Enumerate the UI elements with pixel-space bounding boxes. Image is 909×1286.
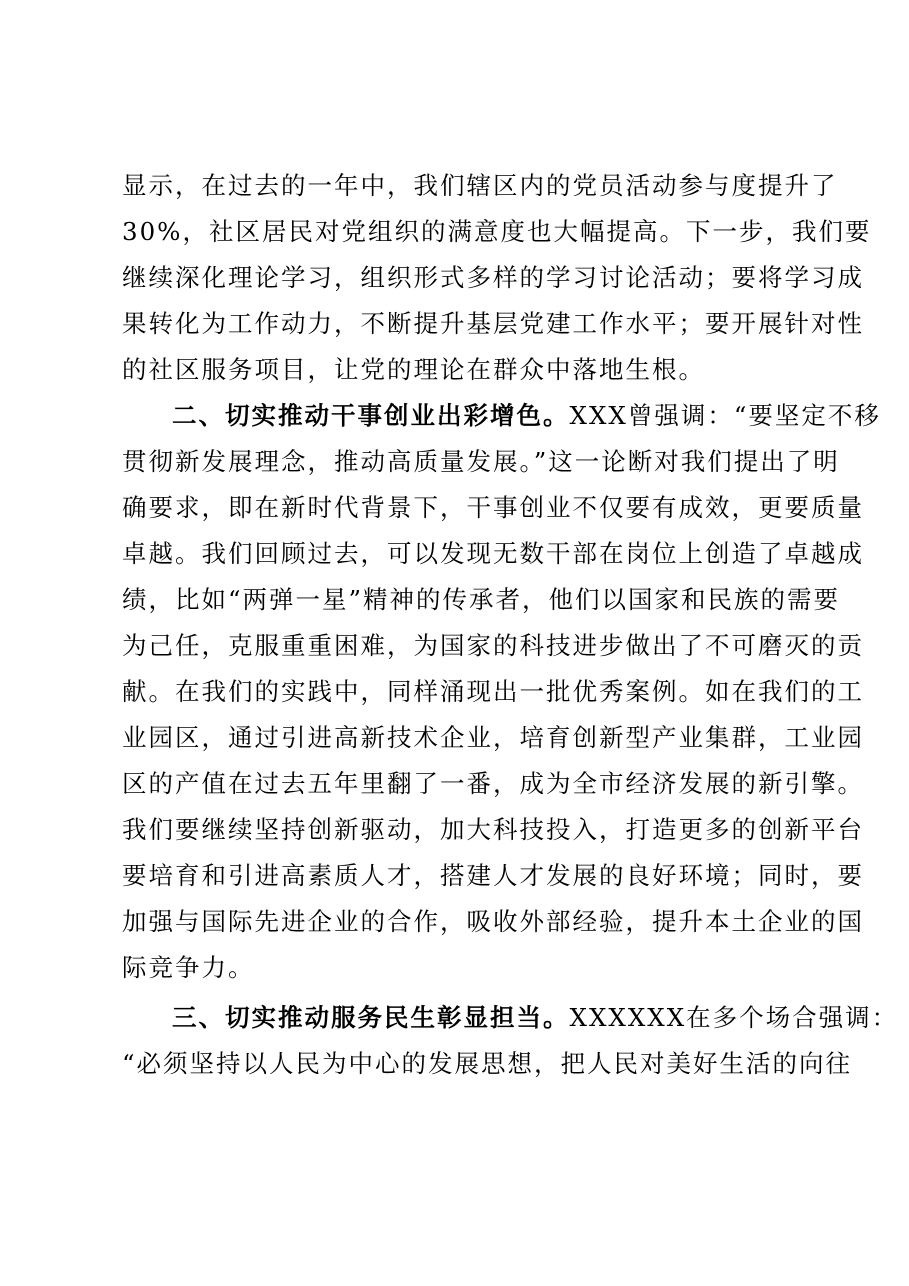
heading-continuation: XXX曾强调：“要坚定不移 <box>569 401 881 430</box>
text-line: 际竞争力。 <box>122 953 255 982</box>
text-line: 果转化为工作动力，不断提升基层党建工作水平；要开展针对性 <box>122 309 864 338</box>
body-text <box>122 163 899 1087</box>
text-line: 30%，社区居民对党组织的满意度也大幅提高。下一步，我们要 <box>122 217 872 246</box>
text-line: 为己任，克服重重困难，为国家的科技进步做出了不可磨灭的贡 <box>122 631 864 660</box>
text-line: 的社区服务项目，让党的理论在群众中落地生根。 <box>122 355 705 384</box>
paragraph-3 <box>122 995 899 1087</box>
text-line: 卓越。我们回顾过去，可以发现无数干部在岗位上创造了卓越成 <box>122 539 864 568</box>
paragraph-first-line <box>122 995 899 1041</box>
paragraph-2 <box>122 393 881 991</box>
text-line: 献。在我们的实践中，同样涌现出一批优秀案例。如在我们的工 <box>122 677 864 706</box>
text-line: 绩，比如“两弹一星”精神的传承者，他们以国家和民族的需要 <box>122 585 841 614</box>
section-heading: 三、切实推动服务民生彰显担当。 <box>172 1003 570 1032</box>
text-line: 区的产值在过去五年里翻了一番，成为全市经济发展的新引擎。 <box>122 769 864 798</box>
text-line: 继续深化理论学习，组织形式多样的学习讨论活动；要将学习成 <box>122 263 864 292</box>
text-line: 我们要继续坚持创新驱动，加大科技投入，打造更多的创新平台 <box>122 815 864 844</box>
text-line: 确要求，即在新时代背景下，干事创业不仅要有成效，更要质量 <box>122 493 864 522</box>
paragraph-1 <box>122 163 872 393</box>
section-heading: 二、切实推动干事创业出彩增色。 <box>172 401 570 430</box>
heading-continuation: XXXXXX在多个场合强调： <box>569 1003 899 1032</box>
text-line: “必须坚持以人民为中心的发展思想，把人民对美好生活的向往 <box>122 1049 853 1078</box>
text-line: 加强与国际先进企业的合作，吸收外部经验，提升本土企业的国 <box>122 907 864 936</box>
text-line: 贯彻新发展理念，推动高质量发展。”这一论断对我们提出了明 <box>122 447 840 476</box>
text-line: 要培育和引进高素质人才，搭建人才发展的良好环境；同时，要 <box>122 861 864 890</box>
text-line: 显示，在过去的一年中，我们辖区内的党员活动参与度提升了 <box>122 171 838 200</box>
paragraph-first-line <box>122 393 881 439</box>
text-line: 业园区，通过引进高新技术企业，培育创新型产业集群，工业园 <box>122 723 864 752</box>
